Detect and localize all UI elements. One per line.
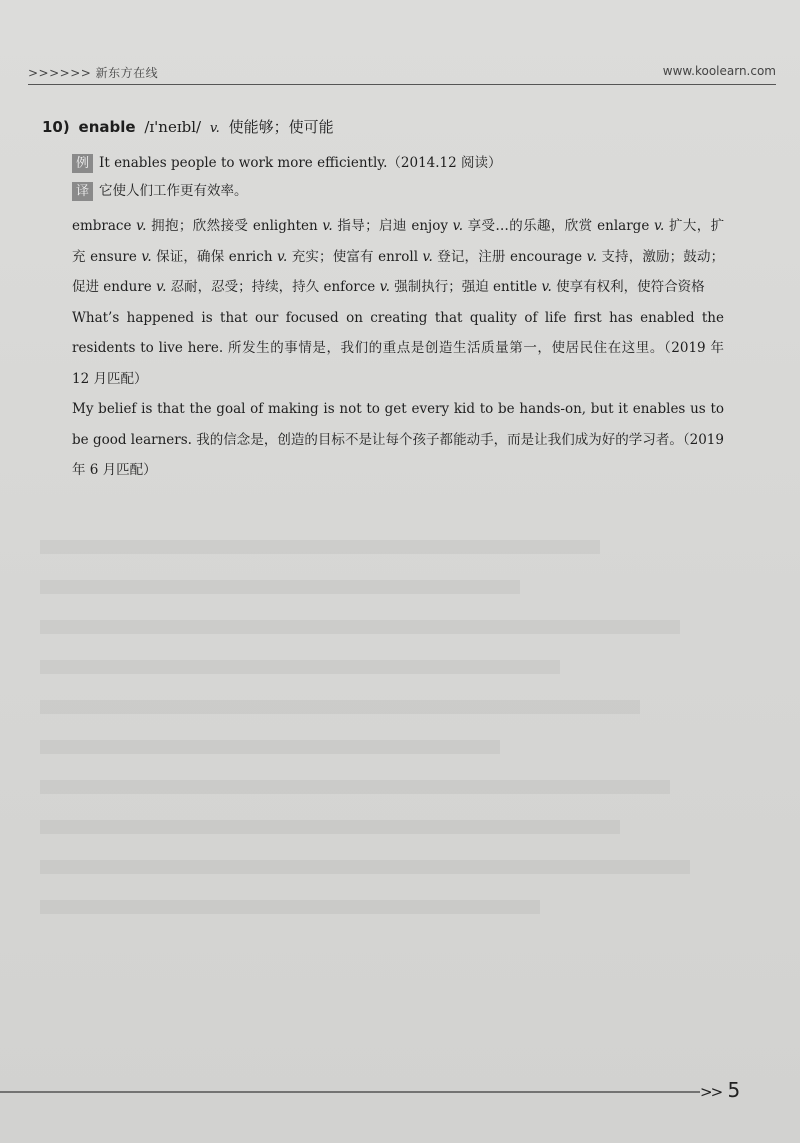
header-url: www.koolearn.com <box>662 64 776 78</box>
related-word-meaning: 享受…的乐趣，欣赏 <box>467 218 593 234</box>
related-word-meaning: 指导；启迪 <box>337 218 407 234</box>
header-brand: >>>>>> 新东方在线 <box>28 66 159 80</box>
related-word: endure <box>103 279 152 295</box>
related-word-meaning: 保证，确保 <box>156 248 225 265</box>
related-word-pos: v. <box>136 218 147 234</box>
related-word-item <box>323 279 488 295</box>
entry-pronunciation: /ɪ'neɪbl/ <box>144 118 202 136</box>
related-word-pos: v. <box>653 218 665 234</box>
related-word: enlarge <box>597 218 650 234</box>
translation-sentence: 它使人们工作更有效率。 <box>99 183 248 199</box>
related-word: encourage <box>509 248 583 265</box>
related-word-pos: v. <box>141 248 152 265</box>
related-word-pos: v. <box>276 248 288 265</box>
related-word-item <box>253 218 407 234</box>
related-word-meaning: 强制执行；强迫 <box>394 279 489 295</box>
page-content <box>42 116 725 486</box>
related-word: enrich <box>228 248 273 265</box>
related-word-item <box>103 279 319 295</box>
related-word-pos: v. <box>422 248 433 265</box>
entry-heading <box>42 116 694 137</box>
related-word: enjoy <box>411 218 448 234</box>
example-sentence-block: My belief is that the goal of making is not to get every kid to be hands-on, but it enables us to be good learners. 我的信念是，创造的目标不是让每个孩子都能动手，而是让我们成为好的学习者。（2019 年 6 月匹配） <box>72 401 724 478</box>
page-header <box>28 64 776 82</box>
example-sentences-paragraph <box>72 303 724 486</box>
entry-pos: v. <box>209 121 220 136</box>
related-word-meaning: 使享有权利，使符合资格 <box>556 279 705 295</box>
related-word: enforce <box>323 279 376 295</box>
related-word-pos: v. <box>586 248 597 265</box>
entry-number: 10) <box>42 118 70 136</box>
related-word: entitle <box>493 279 538 295</box>
translation-tag: 译 <box>72 182 93 201</box>
related-word-pos: v. <box>379 279 390 295</box>
related-word-item <box>90 249 224 265</box>
related-word-item <box>72 218 248 234</box>
related-word-item <box>378 249 505 265</box>
related-words-paragraph <box>72 211 724 303</box>
related-word-meaning: 拥抱；欣然接受 <box>151 218 249 234</box>
related-word-meaning: 登记，注册 <box>437 248 506 265</box>
related-word-item <box>229 249 374 265</box>
related-word: enroll <box>378 248 419 265</box>
related-word-meaning: 扩大，扩充 <box>72 218 725 265</box>
related-word-pos: v. <box>322 218 333 234</box>
related-word-meaning: 忍耐，忍受；持续，持久 <box>170 279 320 295</box>
example-sentence-block: What’s happened is that our focused on creating that quality of life first has enabled the residents to live here. 所发生的事情是，我们的重点是创造生活质量第一，使居民住在这里。（2019 年 12 月匹配） <box>72 309 724 387</box>
page-number: 5 <box>727 1078 741 1102</box>
related-word: enlighten <box>252 218 318 234</box>
show-through-texture <box>40 520 780 960</box>
footer-arrow-icon: >> <box>700 1083 722 1101</box>
related-word-item <box>493 279 705 295</box>
related-word-pos: v. <box>541 279 552 295</box>
related-word-pos: v. <box>156 279 167 295</box>
footer-page-number <box>700 1078 740 1102</box>
related-word-pos: v. <box>452 218 463 234</box>
example-sentence: It enables people to work more efficiently.（2014.12 阅读） <box>99 155 502 171</box>
example-line <box>72 151 724 173</box>
example-tag: 例 <box>72 154 93 173</box>
entry-word: enable <box>78 118 136 136</box>
related-word-meaning: 支持，激励；鼓动；促进 <box>72 248 725 295</box>
translation-line <box>72 179 724 201</box>
entry-meaning: 使能够；使可能 <box>228 118 334 136</box>
related-word-meaning: 充实；使富有 <box>291 248 374 265</box>
header-divider <box>28 84 776 85</box>
related-word: ensure <box>90 248 137 265</box>
related-word-item <box>411 218 592 234</box>
related-word: embrace <box>72 218 132 234</box>
